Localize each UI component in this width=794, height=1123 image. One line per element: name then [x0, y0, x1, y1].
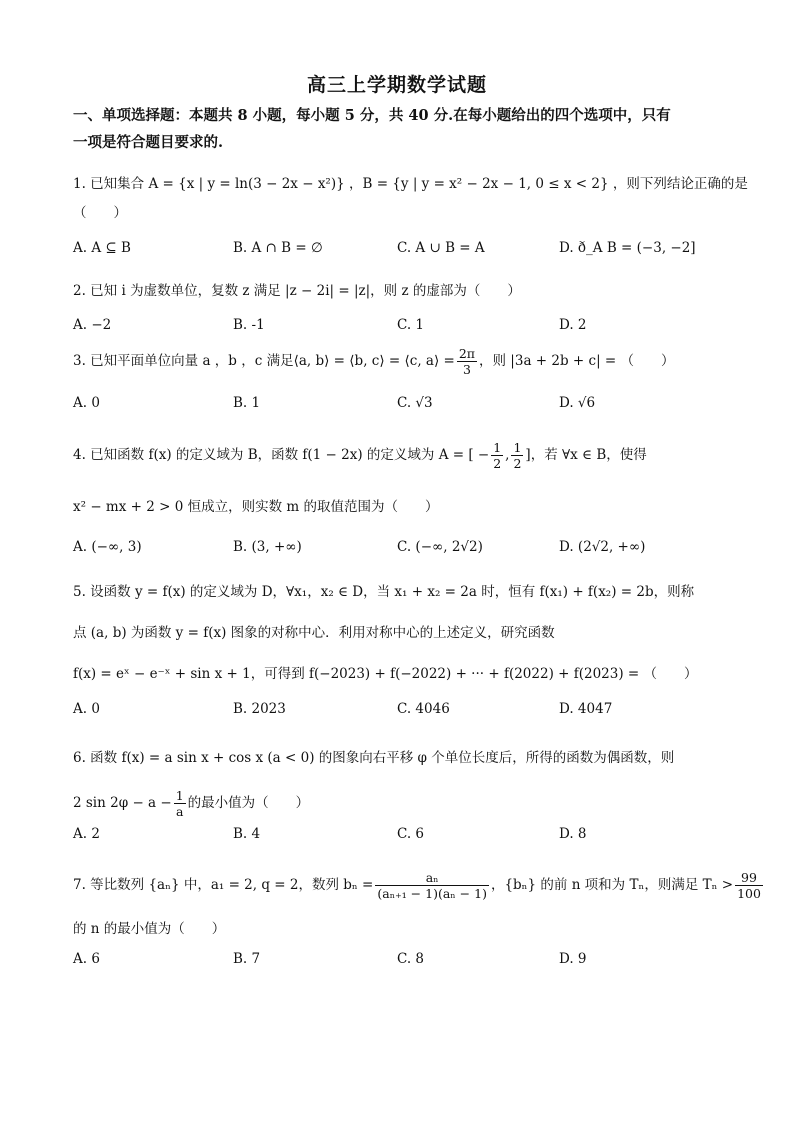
question-3-text-b: ，则 |3a + 2b + c| = （ ）: [479, 353, 675, 369]
option-c: C. A ∪ B = A: [397, 240, 485, 256]
question-4-text-b: ]，若 ∀x ∈ B，使得: [525, 447, 647, 463]
section-heading-line-2: 一项是符合题目要求的.: [73, 134, 224, 151]
option-a: A. 6: [73, 951, 100, 967]
question-7-text-b: ，{bₙ} 的前 n 项和为 Tₙ，则满足 Tₙ >: [490, 877, 734, 893]
option-b: B. 7: [233, 951, 261, 967]
question-2-stem: 2. 已知 i 为虚数单位，复数 z 满足 |z − 2i| = |z|，则 z 的虚部为（ ）: [73, 283, 521, 299]
option-b: B. (3, +∞): [233, 539, 302, 555]
option-c: C. 4046: [397, 701, 450, 717]
fraction-99-over-100: $\frac{99}{100}$: [737, 870, 761, 901]
option-c: C. 6: [397, 826, 425, 842]
option-d: D. (2√2, +∞): [559, 539, 646, 555]
option-b: B. 4: [233, 826, 261, 842]
option-b: B. 1: [233, 395, 261, 411]
option-b: B. A ∩ B = ∅: [233, 240, 323, 256]
option-d: D. 2: [559, 317, 587, 333]
option-b: B. 2023: [233, 701, 286, 717]
question-6-text-a: 2 sin 2φ − a −: [73, 795, 172, 811]
option-d: D. 8: [559, 826, 587, 842]
question-2-options: [73, 317, 753, 337]
option-c: C. 1: [397, 317, 425, 333]
question-7-options: [73, 951, 753, 971]
comma: ,: [505, 447, 510, 463]
question-6-options: [73, 826, 753, 846]
option-d: D. ð_A B = (−3, −2]: [559, 240, 696, 256]
option-a: A. (−∞, 3): [73, 539, 142, 555]
option-c: C. 8: [397, 951, 425, 967]
question-6-line-1: 6. 函数 f(x) = a sin x + cos x (a < 0) 的图象向右平移 φ 个单位长度后，所得的函数为偶函数，则: [73, 750, 675, 766]
question-6-text-b: 的最小值为（ ）: [187, 795, 310, 811]
question-5-line-3: f(x) = eˣ − e⁻ˣ + sin x + 1，可得到 f(−2023) + f(−2022) + ··· + f(2022) + f(2023) = （ ）: [73, 666, 698, 682]
page-title: 高三上学期数学试题: [306, 74, 487, 96]
fraction-one-half: $\frac{1}{2}$: [513, 440, 522, 471]
section-heading-line-1: 一、单项选择题：本题共 8 小题，每小题 5 分，共 40 分.在每小题给出的四个选项中，只有: [73, 107, 671, 124]
question-7-text-a: 7. 等比数列 {aₙ} 中，a₁ = 2, q = 2，数列 bₙ =: [73, 877, 374, 893]
question-3-text-a: 3. 已知平面单位向量 a ，b ，c 满足⟨a, b⟩ = ⟨b, c⟩ = ⟨c, a⟩ =: [73, 353, 455, 369]
option-a: A. 0: [73, 701, 100, 717]
option-c: C. (−∞, 2√2): [397, 539, 483, 555]
fraction-one-over-a: $\frac{1}{a}$: [175, 788, 184, 819]
option-a: A. −2: [73, 317, 112, 333]
question-5-options: [73, 701, 753, 721]
question-5-line-1: 5. 设函数 y = f(x) 的定义域为 D，∀x₁，x₂ ∈ D，当 x₁ + x₂ = 2a 时，恒有 f(x₁) + f(x₂) = 2b，则称: [73, 584, 695, 600]
question-4-options: [73, 539, 753, 559]
question-1-stem: 1. 已知集合 A = {x | y = ln(3 − 2x − x²)} ，B = {y | y = x² − 2x − 1, 0 ≤ x < 2} ，则下列结论正确的是: [73, 176, 748, 192]
option-a: A. 0: [73, 395, 100, 411]
option-d: D. √6: [559, 395, 596, 411]
option-c: C. √3: [397, 395, 433, 411]
question-7-line-2: 的 n 的最小值为（ ）: [73, 921, 226, 937]
question-3-stem: [73, 346, 675, 377]
question-6-line-2: [73, 788, 309, 819]
option-d: D. 9: [559, 951, 587, 967]
fraction-one-half-negative: $\frac{1}{2}$: [493, 440, 502, 471]
question-1-paren: （ ）: [73, 205, 127, 221]
question-4-line-2: x² − mx + 2 > 0 恒成立，则实数 m 的取值范围为（ ）: [73, 499, 439, 515]
option-a: A. 2: [73, 826, 100, 842]
option-d: D. 4047: [559, 701, 613, 717]
option-b: B. -1: [233, 317, 265, 333]
question-5-line-2: 点 (a, b) 为函数 y = f(x) 图象的对称中心．利用对称中心的上述定义，研究函数: [73, 625, 555, 641]
question-4-text-a: 4. 已知函数 f(x) 的定义域为 B，函数 f(1 − 2x) 的定义域为 A = [ −: [73, 447, 490, 463]
question-3-options: [73, 395, 753, 415]
question-1-options: [73, 240, 753, 260]
fraction-2pi-over-3: $\frac{2\pi}{3}$: [458, 346, 476, 377]
question-7-line-1: [73, 870, 765, 901]
question-4-stem: [73, 440, 647, 471]
fraction-bn: $\frac{\text{aₙ}}{\text{(aₙ₊₁ − 1)(aₙ − 1)}}$: [377, 870, 487, 901]
option-a: A. A ⊆ B: [73, 240, 131, 256]
